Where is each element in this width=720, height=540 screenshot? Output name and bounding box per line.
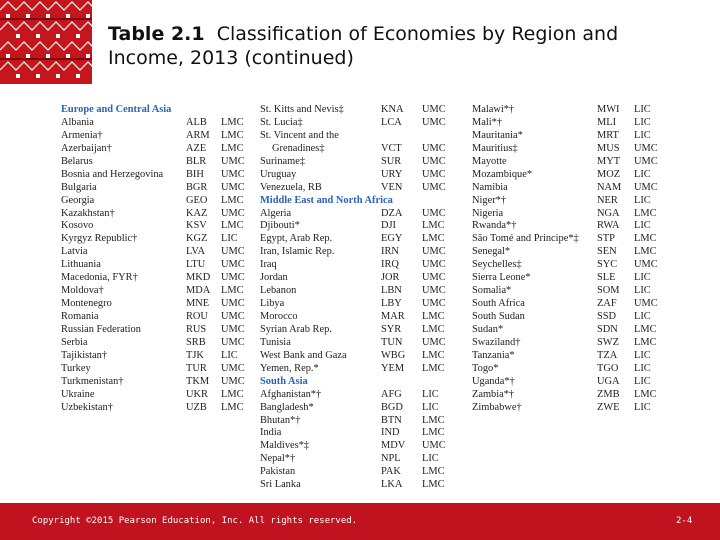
- region-name: Europe and Central Asia: [61, 104, 172, 115]
- income-group: LMC: [634, 246, 657, 258]
- income-group: UMC: [221, 168, 245, 180]
- economy-code: NPL: [381, 453, 401, 465]
- income-group: LMC: [634, 207, 657, 219]
- economy-name: Maldives*‡: [260, 440, 310, 452]
- economy-name: Macedonia, FYR†: [61, 272, 138, 284]
- income-group: LMC: [221, 142, 244, 154]
- economy-name: Mozambique*: [472, 168, 533, 180]
- income-group: LIC: [634, 168, 651, 180]
- economy-code: SOM: [597, 285, 620, 297]
- economy-code: BGD: [381, 401, 403, 413]
- economy-code: LVA: [186, 246, 206, 258]
- economy-code: KNA: [381, 104, 404, 115]
- page-number: 2-4: [676, 516, 693, 526]
- economy-name: Mauritania*: [472, 129, 523, 141]
- income-group: UMC: [422, 181, 446, 193]
- income-group: LMC: [221, 116, 244, 128]
- economy-name: Zambia*†: [472, 388, 515, 400]
- income-group: UMC: [221, 323, 245, 335]
- economy-name: Algeria: [260, 207, 292, 219]
- economy-code: NGA: [597, 207, 620, 219]
- economy-name: Afghanistan*†: [260, 388, 322, 400]
- economy-name: Turkey: [61, 362, 91, 374]
- economy-code: JOR: [381, 272, 400, 284]
- footer-bar: [0, 503, 720, 540]
- economy-name: Bosnia and Herzegovina: [61, 168, 164, 180]
- economy-code: LBY: [381, 298, 402, 310]
- economy-name: Romania: [61, 311, 99, 322]
- economy-name: Rwanda*†: [472, 220, 517, 232]
- income-group: LMC: [221, 285, 244, 297]
- economy-name: Albania: [61, 116, 94, 128]
- economy-code: MUS: [597, 142, 620, 154]
- economy-name: Sierra Leone*: [472, 272, 531, 284]
- income-group: UMC: [422, 285, 446, 297]
- income-group: LMC: [221, 220, 244, 232]
- economy-name: Nigeria: [472, 207, 504, 219]
- economy-code: AZE: [186, 142, 207, 154]
- income-group: UMC: [634, 259, 658, 271]
- economy-code: KAZ: [186, 207, 208, 219]
- economy-code: KGZ: [186, 233, 208, 245]
- economy-name: Lithuania: [61, 259, 101, 271]
- income-group: LMC: [422, 311, 445, 322]
- income-group: LMC: [221, 388, 244, 400]
- economy-name: Seychelles‡: [472, 259, 522, 271]
- income-group: UMC: [422, 142, 446, 154]
- economy-name: Serbia: [61, 336, 88, 348]
- economy-code: MLI: [597, 116, 617, 128]
- economy-code: SEN: [597, 246, 617, 258]
- income-group: LMC: [422, 479, 445, 491]
- income-group: LMC: [422, 362, 445, 374]
- economy-code: LTU: [186, 259, 206, 271]
- economy-code: SWZ: [597, 336, 619, 348]
- economy-name: Tunisia: [260, 336, 291, 348]
- economy-code: MNE: [186, 298, 210, 310]
- economy-code: IRN: [381, 246, 399, 258]
- economy-code: YEM: [381, 362, 405, 374]
- income-group: LIC: [634, 349, 651, 361]
- economy-name: Bulgaria: [61, 181, 97, 193]
- economy-code: STP: [597, 233, 615, 245]
- income-group: UMC: [422, 155, 446, 167]
- income-group: LMC: [221, 401, 244, 413]
- income-group: LMC: [634, 323, 657, 335]
- income-group: UMC: [221, 272, 245, 284]
- income-group: LMC: [422, 466, 445, 478]
- income-group: UMC: [221, 246, 245, 258]
- economy-code: BGR: [186, 181, 208, 193]
- economy-name: South Sudan: [472, 311, 525, 322]
- economy-name: Togo*: [472, 362, 499, 374]
- income-group: LMC: [634, 336, 657, 348]
- income-group: UMC: [422, 207, 446, 219]
- economy-name: Latvia: [61, 246, 88, 258]
- economy-name: St. Vincent and the: [260, 129, 339, 141]
- income-group: LIC: [634, 129, 651, 141]
- economy-name: St. Kitts and Nevis‡: [260, 104, 344, 115]
- economy-code: DJI: [381, 220, 397, 232]
- economy-name: Kyrgyz Republic†: [61, 233, 138, 245]
- economy-code: LCA: [381, 116, 402, 128]
- economy-code: RUS: [186, 323, 207, 335]
- economy-code: AFG: [381, 388, 402, 400]
- income-group: LIC: [422, 388, 439, 400]
- economy-code: UZB: [186, 401, 207, 413]
- economy-code: LKA: [381, 479, 403, 491]
- economy-name: Tanzania*: [472, 349, 515, 361]
- economy-code: WBG: [381, 349, 406, 361]
- economy-code: NAM: [597, 181, 622, 193]
- income-group: LIC: [422, 453, 439, 465]
- income-group: LIC: [634, 272, 651, 284]
- economy-name: Tajikistan†: [61, 349, 108, 361]
- economy-name: St. Lucia‡: [260, 116, 303, 128]
- economy-name: India: [260, 427, 282, 439]
- income-group: LIC: [634, 194, 651, 206]
- economy-name: Armenia†: [61, 129, 103, 141]
- income-group: LIC: [634, 116, 651, 128]
- economy-code: SLE: [597, 272, 616, 284]
- income-group: UMC: [221, 207, 245, 219]
- economy-name: South Africa: [472, 298, 525, 310]
- income-group: LIC: [634, 401, 651, 413]
- economy-code: GEO: [186, 194, 208, 206]
- income-group: UMC: [634, 298, 658, 310]
- economy-name: Mayotte: [472, 155, 507, 167]
- economy-name: Azerbaijan†: [61, 142, 112, 154]
- economy-name: Montenegro: [61, 298, 112, 310]
- economy-name: Sudan*: [472, 323, 504, 335]
- economy-name: Suriname‡: [260, 155, 306, 167]
- income-group: UMC: [422, 272, 446, 284]
- economy-name: Russian Federation: [61, 323, 141, 335]
- economy-code: EGY: [381, 233, 403, 245]
- economy-name: Kosovo: [61, 220, 94, 232]
- income-group: UMC: [422, 259, 446, 271]
- economy-name: Ukraine: [61, 388, 95, 400]
- economy-name: Turkmenistan†: [61, 375, 124, 387]
- economy-name: Jordan: [260, 272, 288, 284]
- income-group: LIC: [634, 220, 651, 232]
- income-group: UMC: [221, 336, 245, 348]
- economy-code: TZA: [597, 349, 618, 361]
- region-name: South Asia: [260, 375, 308, 387]
- income-group: LMC: [422, 220, 445, 232]
- economy-name: West Bank and Gaza: [260, 349, 347, 361]
- economy-code: SYC: [597, 259, 618, 271]
- economy-code: NER: [597, 194, 618, 206]
- economy-name: Bhutan*†: [260, 414, 301, 426]
- economy-name: Syrian Arab Rep.: [260, 323, 332, 335]
- economy-name: Nepal*†: [260, 453, 296, 465]
- economy-code: IND: [381, 427, 400, 439]
- title-text-1: Classification of Economies by Region and: [216, 23, 619, 45]
- economy-name: Kazakhstan†: [61, 207, 115, 219]
- economy-name: Belarus: [61, 155, 93, 167]
- economy-code: ZMB: [597, 388, 620, 400]
- income-group: LMC: [422, 414, 445, 426]
- economy-code: RWA: [597, 220, 620, 232]
- economy-name: Sri Lanka: [260, 479, 301, 491]
- economy-name: Iran, Islamic Rep.: [260, 246, 335, 258]
- economy-name: Mauritius‡: [472, 142, 518, 154]
- economy-name: Namibia: [472, 181, 508, 193]
- economy-code: MKD: [186, 272, 211, 284]
- economy-code: BLR: [186, 155, 207, 167]
- income-group: UMC: [422, 104, 446, 115]
- income-group: UMC: [221, 155, 245, 167]
- income-group: LMC: [422, 323, 445, 335]
- economy-code: VCT: [381, 142, 402, 154]
- economy-name: Yemen, Rep.*: [260, 362, 319, 374]
- income-group: UMC: [422, 168, 446, 180]
- income-group: UMC: [422, 298, 446, 310]
- income-group: LMC: [221, 194, 244, 206]
- economy-name: Egypt, Arab Rep.: [260, 233, 333, 245]
- income-group: UMC: [221, 298, 245, 310]
- income-group: UMC: [422, 246, 446, 258]
- economy-code: ZWE: [597, 401, 620, 413]
- economy-name: Grenadines‡: [272, 142, 325, 154]
- income-group: LMC: [634, 233, 657, 245]
- economy-name: Uzbekistan†: [61, 401, 113, 413]
- economy-name: Uruguay: [260, 168, 297, 180]
- table-number: Table 2.1: [108, 23, 205, 45]
- income-group: LIC: [634, 285, 651, 297]
- economy-code: MYT: [597, 155, 621, 167]
- economy-name: Malawi*†: [472, 104, 515, 115]
- economy-code: TUN: [381, 336, 403, 348]
- economy-name: Libya: [260, 298, 285, 310]
- title-line-1: [108, 22, 618, 46]
- economy-code: ALB: [186, 116, 207, 128]
- income-group: LIC: [221, 233, 238, 245]
- economy-code: MDV: [381, 440, 406, 452]
- economy-code: UKR: [186, 388, 208, 400]
- economy-name: Pakistan: [260, 466, 296, 478]
- economy-name: Venezuela, RB: [260, 181, 322, 193]
- economy-code: MWI: [597, 104, 620, 115]
- economy-name: Niger*†: [472, 194, 507, 206]
- income-group: UMC: [422, 336, 446, 348]
- economy-name: São Tomé and Principe*‡: [472, 233, 579, 245]
- economy-name: Swaziland†: [472, 336, 521, 348]
- economy-name: Somalia*: [472, 285, 512, 297]
- economy-code: MOZ: [597, 168, 621, 180]
- economy-code: SSD: [597, 311, 617, 322]
- economy-name: Lebanon: [260, 285, 297, 297]
- economy-code: TGO: [597, 362, 619, 374]
- economy-name: Uganda*†: [472, 375, 515, 387]
- economy-name: Senegal*: [472, 246, 511, 258]
- income-group: UMC: [634, 142, 658, 154]
- economy-name: Mali*†: [472, 116, 503, 128]
- income-group: UMC: [221, 362, 245, 374]
- economy-code: SUR: [381, 155, 402, 167]
- slide-title: [108, 22, 618, 70]
- economy-name: Djibouti*: [260, 220, 300, 232]
- income-group: LMC: [422, 349, 445, 361]
- economy-code: VEN: [381, 181, 403, 193]
- economy-code: MRT: [597, 129, 619, 141]
- economy-code: ARM: [186, 129, 210, 141]
- economy-code: TUR: [186, 362, 207, 374]
- economy-code: DZA: [381, 207, 403, 219]
- economy-code: TJK: [186, 349, 204, 361]
- economy-code: SDN: [597, 323, 618, 335]
- income-group: UMC: [634, 155, 658, 167]
- economy-code: ROU: [186, 311, 208, 322]
- income-group: LIC: [422, 401, 439, 413]
- pattern-logo-icon: [0, 0, 92, 84]
- income-group: LIC: [634, 311, 651, 322]
- income-group: UMC: [422, 116, 446, 128]
- income-group: LMC: [634, 388, 657, 400]
- economy-code: SRB: [186, 336, 206, 348]
- economy-code: BTN: [381, 414, 402, 426]
- income-group: LMC: [221, 129, 244, 141]
- title-line-2: Income, 2013 (continued): [108, 47, 354, 69]
- income-group: UMC: [422, 440, 446, 452]
- economy-code: IRQ: [381, 259, 399, 271]
- income-group: LIC: [634, 104, 651, 115]
- income-group: UMC: [634, 181, 658, 193]
- income-group: LMC: [422, 233, 445, 245]
- economy-code: MDA: [186, 285, 211, 297]
- region-name: Middle East and North Africa: [260, 194, 393, 206]
- economy-code: ZAF: [597, 298, 617, 310]
- income-group: LIC: [634, 362, 651, 374]
- economy-code: TKM: [186, 375, 210, 387]
- economy-name: Zimbabwe†: [472, 401, 522, 413]
- economy-code: LBN: [381, 285, 402, 297]
- economy-code: UGA: [597, 375, 620, 387]
- economy-code: MAR: [381, 311, 405, 322]
- income-group: LMC: [422, 427, 445, 439]
- economy-name: Georgia: [61, 194, 95, 206]
- income-group: LIC: [634, 375, 651, 387]
- economy-code: SYR: [381, 323, 402, 335]
- income-group: UMC: [221, 259, 245, 271]
- income-group: UMC: [221, 375, 245, 387]
- income-group: UMC: [221, 311, 245, 322]
- economy-code: PAK: [381, 466, 401, 478]
- economy-code: BIH: [186, 168, 204, 180]
- economy-name: Iraq: [260, 259, 277, 271]
- economy-name: Morocco: [260, 311, 298, 322]
- copyright-text: Copyright ©2015 Pearson Education, Inc. All rights reserved.: [32, 516, 358, 526]
- economy-name: Moldova†: [61, 285, 104, 297]
- economy-name: Bangladesh*: [260, 401, 314, 413]
- economy-code: KSV: [186, 220, 207, 232]
- economy-code: URY: [381, 168, 403, 180]
- income-group: UMC: [221, 181, 245, 193]
- income-group: LIC: [221, 349, 238, 361]
